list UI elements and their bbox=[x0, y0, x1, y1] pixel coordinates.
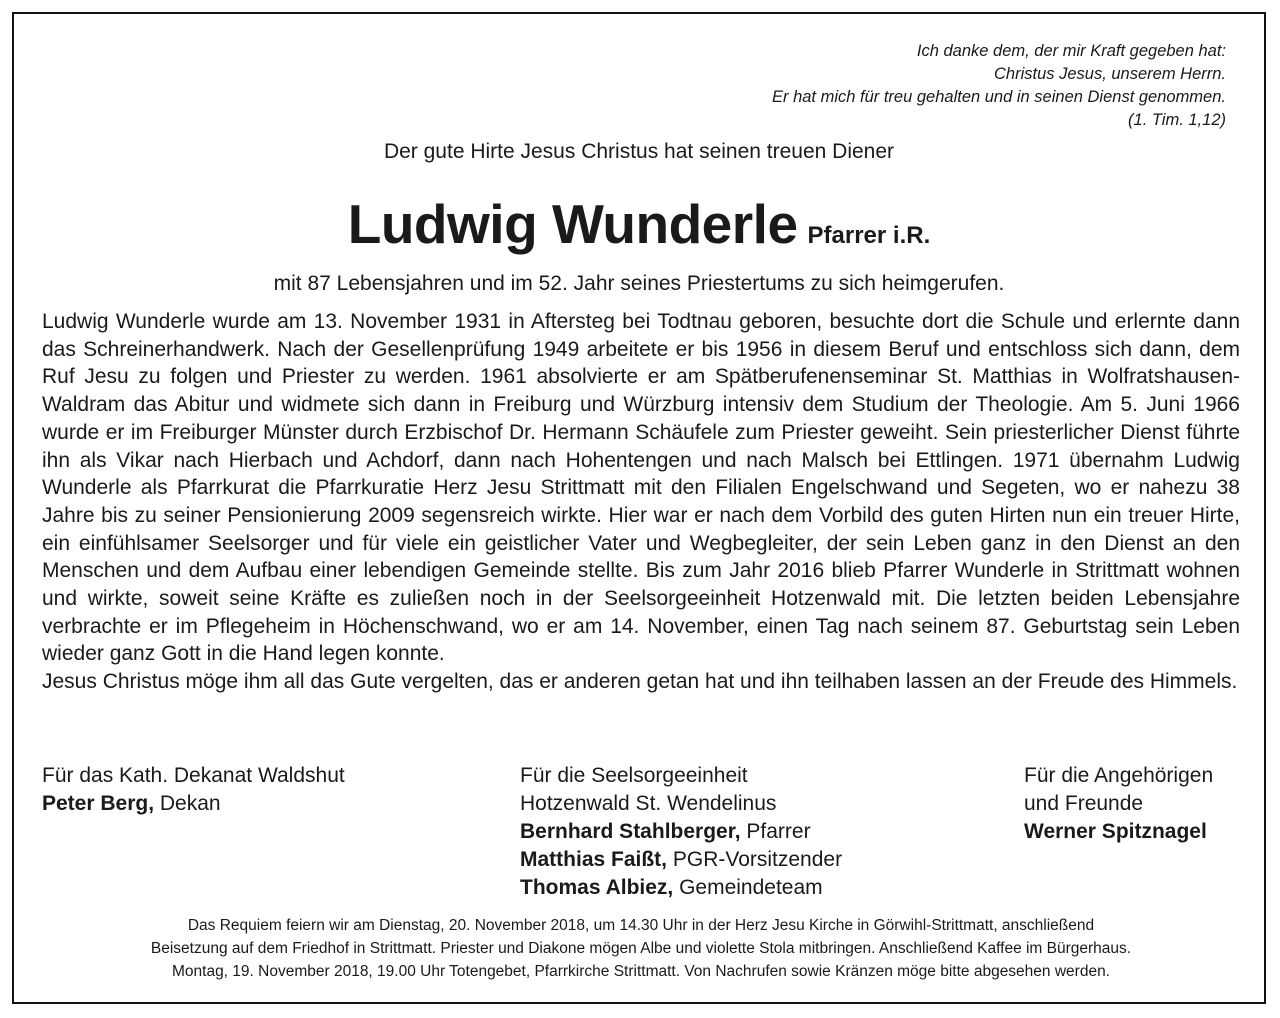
obituary-notice bbox=[12, 12, 1266, 1004]
bible-quote-line: Ich danke dem, der mir Kraft gegeben hat: bbox=[916, 42, 1226, 60]
signature-name: Thomas Albiez, bbox=[520, 876, 674, 899]
signature-role: PGR-Vorsitzender bbox=[667, 848, 843, 871]
bible-quote-line: Christus Jesus, unserem Herrn. bbox=[994, 65, 1226, 83]
signature-person bbox=[520, 818, 842, 846]
signature-dekanat bbox=[42, 762, 345, 818]
signature-heading: und Freunde bbox=[1024, 792, 1144, 815]
signature-heading: Für die Seelsorgeeinheit bbox=[520, 764, 748, 787]
service-details-line: Montag, 19. November 2018, 19.00 Uhr Totengebet, Pfarrkirche Strittmatt. Von Nachrufen sowie Kränzen möge bitte abgesehen werden. bbox=[171, 963, 1110, 980]
signature-heading: Für die Angehörigen bbox=[1024, 764, 1214, 787]
signature-family bbox=[1024, 762, 1213, 846]
bible-quote bbox=[772, 40, 1226, 132]
signature-role: Dekan bbox=[154, 792, 221, 815]
signature-role: Gemeindeteam bbox=[673, 876, 823, 899]
service-details bbox=[34, 914, 1248, 983]
service-details-line: Beisetzung auf dem Friedhof in Strittmatt. Priester und Diakone mögen Albe und violette Stola mitbringen. Anschließend Kaffee im Bürgerhaus. bbox=[150, 940, 1132, 957]
biography-paragraph: Ludwig Wunderle wurde am 13. November 1931 in Aftersteg bei Todtnau geboren, besuchte dort die Schule und erlernte dann das Schreinerhandwerk. Nach der Gesellenprüfung 1949 arbeitete er bis 1956 in diesem Beruf und entschloss sich dann, dem Ruf Jesu zu folgen und Priester zu werden. 1961 absolvierte er am Spätberufenenseminar St. Matthias in Wolfratshausen-Waldram das Abitur und widmete sich dann in Freiburg und Würzburg intensiv dem Studium der Theologie. Am 5. Juni 1966 wurde er im Freiburger Münster durch Erzbischof Dr. Hermann Schäufele zum Priester geweiht. Sein priesterlicher Dienst führte ihn als Vikar nach Hierbach und Achdorf, dann nach Hohentengen und nach Malsch bei Ettlingen. 1971 übernahm Ludwig Wunderle als Pfarrkurat die Pfarrkuratie Herz Jesu Strittmatt mit den Filialen Engelschwand und Segeten, wo er nahezu 38 Jahre bis zu seiner Pensionierung 2009 segensreich wirkte. Hier war er nach dem Vorbild des guten Hirten nun ein treuer Hirte, ein einfühlsamer Seelsorger und für viele ein geistlicher Vater und Wegbegleiter, der sein Leben ganz in den Dienst an den Menschen und dem Aufbau einer lebendigen Gemeinde stellte. Bis zum Jahr 2016 blieb Pfarrer Wunderle in Strittmatt wohnen und wirkte, soweit seine Kräfte es zuließen noch in der Seelsorgeeinheit Hotzenwald mit. Die letzten beiden Lebensjahre verbrachte er im Pflegeheim in Höchenschwand, wo er am 14. November, einen Tag nach seinem 87. Geburtstag sein Leben wieder ganz Gott in die Hand legen konnte. bbox=[42, 310, 1240, 666]
biography bbox=[42, 308, 1240, 696]
signature-role: Pfarrer bbox=[740, 820, 811, 843]
closing-paragraph: Jesus Christus möge ihm all das Gute vergelten, das er anderen getan hat und ihn teilhaben lassen an der Freude des Himmels. bbox=[42, 670, 1238, 694]
signature-name: Peter Berg, bbox=[42, 792, 155, 815]
age-line: mit 87 Lebensjahren und im 52. Jahr seines Priestertums zu sich heimgerufen. bbox=[273, 272, 1005, 295]
signature-name: Bernhard Stahlberger, bbox=[520, 820, 741, 843]
signature-person bbox=[520, 874, 842, 902]
signature-heading: Für das Kath. Dekanat Waldshut bbox=[42, 764, 345, 787]
deceased-title: Pfarrer i.R. bbox=[807, 222, 931, 249]
signature-name: Werner Spitznagel bbox=[1024, 820, 1207, 843]
signature-heading: Hotzenwald St. Wendelinus bbox=[520, 792, 777, 815]
deceased-name-line bbox=[14, 192, 1264, 256]
bible-quote-reference: (1. Tim. 1,12) bbox=[1128, 111, 1226, 129]
signature-seelsorgeeinheit bbox=[520, 762, 842, 902]
service-details-line: Das Requiem feiern wir am Dienstag, 20. November 2018, um 14.30 Uhr in der Herz Jesu Kirche in Görwihl-Strittmatt, anschließend bbox=[187, 917, 1095, 934]
intro-line: Der gute Hirte Jesus Christus hat seinen treuen Diener bbox=[383, 140, 895, 163]
signature-name: Matthias Faißt, bbox=[520, 848, 668, 871]
bible-quote-line: Er hat mich für treu gehalten und in seinen Dienst genommen. bbox=[771, 88, 1226, 106]
deceased-name: Ludwig Wunderle bbox=[347, 193, 798, 255]
signature-person bbox=[42, 790, 345, 818]
signature-person bbox=[520, 846, 842, 874]
